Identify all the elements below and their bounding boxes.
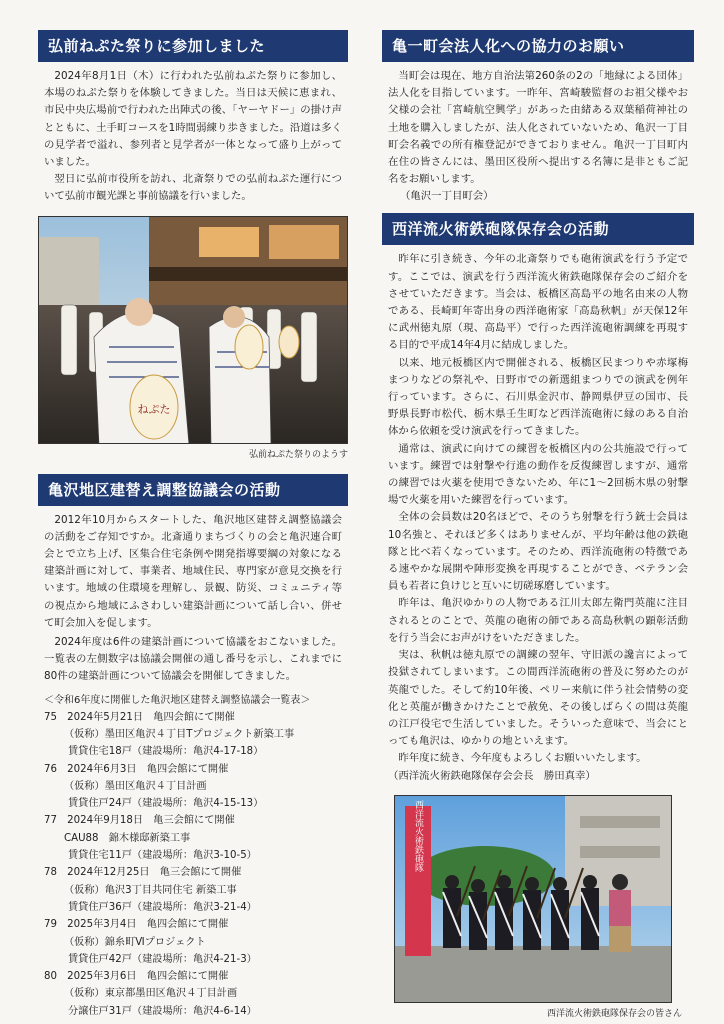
list-item [44,761,342,813]
meeting-date: 78 2024年12月25日 亀三会館にて開催 [44,867,242,879]
cannon-paragraph-4: 全体の会員数は20名ほどで、そのうち射撃を行う銃士会員は10名強と、それほど多くはありませんが、平均年齢は他の鉄砲隊と比べ若くなっています。そのため、西洋流砲術の特徴である速やかな展開や陣形変換を再現することができ、ベテラン会員も若者に負けじと互いに切磋琢磨しています。 [388,511,688,593]
kamezawa-paragraph-1: 2012年10月からスタートした、亀沢地区建替え調整協議会の活動をご存知ですか。北斎通りまちづくりの会と亀沢連合町会とで立ち上げ、区集合住宅条例や開発指導要綱の対象になる建築計画に対して、事業者、地域住民、専門家が意見交換を行います。地域の住環境を理解し、景観、防災、コミュニティ等の視点から地域にふさわしい建築計画について話し合い、併せて町会加入を促します。 [44,513,342,629]
hirosaki-paragraph-1: 2024年8月1日（木）に行われた弘前ねぷた祭りに参加し、本場のねぷた祭りを体験してきました。当日は天候に恵まれ、市民中央広場前で行われた出陣式の後、「ヤーヤドー」の掛け声とともに、土手町コースを1時間弱練り歩きました。沿道は多くの見学者で溢れ、参列者と見学者が一体となって盛り上がっていました。 [44,70,342,169]
meeting-date: 80 2025年3月6日 亀四会館にて開催 [44,971,229,983]
cannon-paragraph-5: 昨年は、亀沢ゆかりの人物である江川太郎左衛門英龍に注目されるとのことで、英龍の砲術の師である高島秋帆の顕彰活動を行う当会にお声がけをいただきました。 [388,597,688,644]
kamezawa-heading: 亀沢地区建替え調整協議会の活動 [38,474,348,506]
cannon-paragraph-6: 実は、秋帆は徳丸原での調練の翌年、守旧派の讒言によって投獄されてしまいます。この間西洋流砲術の普及に努めたのが英龍でした。そして約10年後、ペリー来航に伴う社会情勢の変化と英龍が働きかけたことで赦免、その後しばらくの間は英龍の江戸役宅で生活していました。そういった意味で、当会にとっても亀沢は、ゆかりの地といえます。 [388,649,688,748]
list-item [44,812,342,864]
musket-corps-image [395,796,672,1003]
list-item [44,709,342,761]
hirosaki-photo-caption: 弘前ねぷた祭りのようす [248,449,348,460]
kamezawa-list-title: ＜令和6年度に開催した亀沢地区建替え調整協議会一覧表＞ [44,694,311,706]
cannon-paragraph-3: 通常は、演武に向けての練習を板橋区内の公共施設で行っています。練習では射撃や行進の動作を反復練習しますが、通常の練習では火薬を使用できないため、年に1～2回栃木県の射撃場で火薬を用いた練習を行っています。 [388,442,688,507]
hirosaki-photo [38,216,348,444]
nebuta-festival-image [39,217,348,444]
meeting-detail: 賃貸住宅18戸（建設場所：亀沢4-17-18） [68,746,264,758]
corporation-paragraph: 当町会は現在、地方自治法第260条の2の「地縁による団体」法人化を目指しています。一昨年、宮崎駿監督のお祖父様やお父様の会社「宮崎航空興学」があった由緒ある双葉稲荷神社の土地を購入しましたが、法人化されていないため、亀沢一丁目町会名義での所有権登記ができておりません。亀沢一丁目町内在住の皆さんには、墨田区役所へ提出する名簿に是非ともご記名をお願いします。 [388,70,688,186]
cannon-heading: 西洋流火術鉄砲隊保存会の活動 [382,213,694,245]
hirosaki-paragraph-2: 翌日に弘前市役所を訪れ、北斎祭りでの弘前ねぷた運行について弘前市観光課と事前協議を行いました。 [44,173,342,203]
right-column [382,30,694,1020]
cannon-paragraph-2: 以来、地元板橋区内で開催される、板橋区民まつりや赤塚梅まつりなどの祭礼や、日野市での新選組まつりでの演武を例年行っています。さらに、石川県金沢市、静岡県伊豆の国市、長野県長野市松代、栃木県壬生町など西洋流砲術に縁のある自治体から依頼を受け演武を行ってきました。 [388,356,688,438]
meeting-project: （仮称）東京都墨田区亀沢４丁目計画 [64,988,238,1000]
meeting-project: CAU88 錦木様邸新築工事 [64,832,191,844]
list-item [44,916,342,968]
meeting-detail: 分譲住戸31戸（建設場所：亀沢4-6-14） [68,1005,257,1017]
meeting-detail: 賃貸住戸42戸（建設場所：亀沢4-21-3） [68,953,257,965]
list-item [44,864,342,916]
cannon-paragraph-1: 昨年に引き続き、今年の北斎祭りでも砲術演武を行う予定です。ここでは、演武を行う西洋流火術鉄砲隊保存会のご紹介をさせていただきます。当会は、板橋区高島平の地名由来の人物である、長崎町年寄出身の西洋砲術家「高島秋帆」が天保12年に武州徳丸原（現、高島平）で行った西洋流砲術調練を再現する目的で平成14年4月に結成しました。 [388,253,688,352]
cannon-signature: （西洋流火術鉄砲隊保存会会長 勝田真幸） [388,769,596,782]
meeting-date: 75 2024年5月21日 亀四会館にて開催 [44,711,235,723]
meeting-detail: 賃貸住戸24戸（建設場所：亀沢4-15-13） [68,798,264,810]
lantern-text: ねぷた [137,402,171,416]
meeting-project: （仮称）墨田区亀沢４丁目Tプロジェクト新築工事 [64,728,295,740]
meeting-project: （仮称）亀沢3丁目共同住宅 新築工事 [64,884,237,896]
meeting-project: （仮称）錦糸町Ⅵプロジェクト [64,936,206,948]
meeting-detail: 賃貸住宅11戸（建設場所：亀沢3-10-5） [68,850,257,862]
banner-text: 西洋流火術鉄砲隊 [413,799,423,872]
meeting-detail: 賃貸住戸36戸（建設場所：亀沢3-21-4） [68,901,257,913]
corporation-signature: （亀沢一丁目町会） [400,190,494,203]
kamezawa-paragraph-2: 2024年度は6件の建築計画について協議をおこないました。一覧表の左側数字は協議会開催の通し番号を示し、これまでに80件の建築計画について協議会を開催してきました。 [44,636,342,683]
cannon-photo [394,795,672,1003]
meeting-date: 76 2024年6月3日 亀四会館にて開催 [44,763,229,775]
list-item [44,968,342,1020]
left-column [38,30,348,1020]
meeting-project: （仮称）墨田区亀沢４丁目計画 [64,780,207,792]
kamezawa-meeting-list [44,709,342,1020]
corporation-heading: 亀一町会法人化への協力のお願い [382,30,694,62]
hirosaki-heading: 弘前ねぷた祭りに参加しました [38,30,348,62]
cannon-paragraph-7: 昨年度に続き、今年度もよろしくお願いいたします。 [398,752,647,765]
meeting-date: 79 2025年3月4日 亀四会館にて開催 [44,919,229,931]
meeting-date: 77 2024年9月18日 亀三会館にて開催 [44,815,235,827]
cannon-photo-caption: 西洋流火術鉄砲隊保存会の皆さん [546,1008,682,1019]
